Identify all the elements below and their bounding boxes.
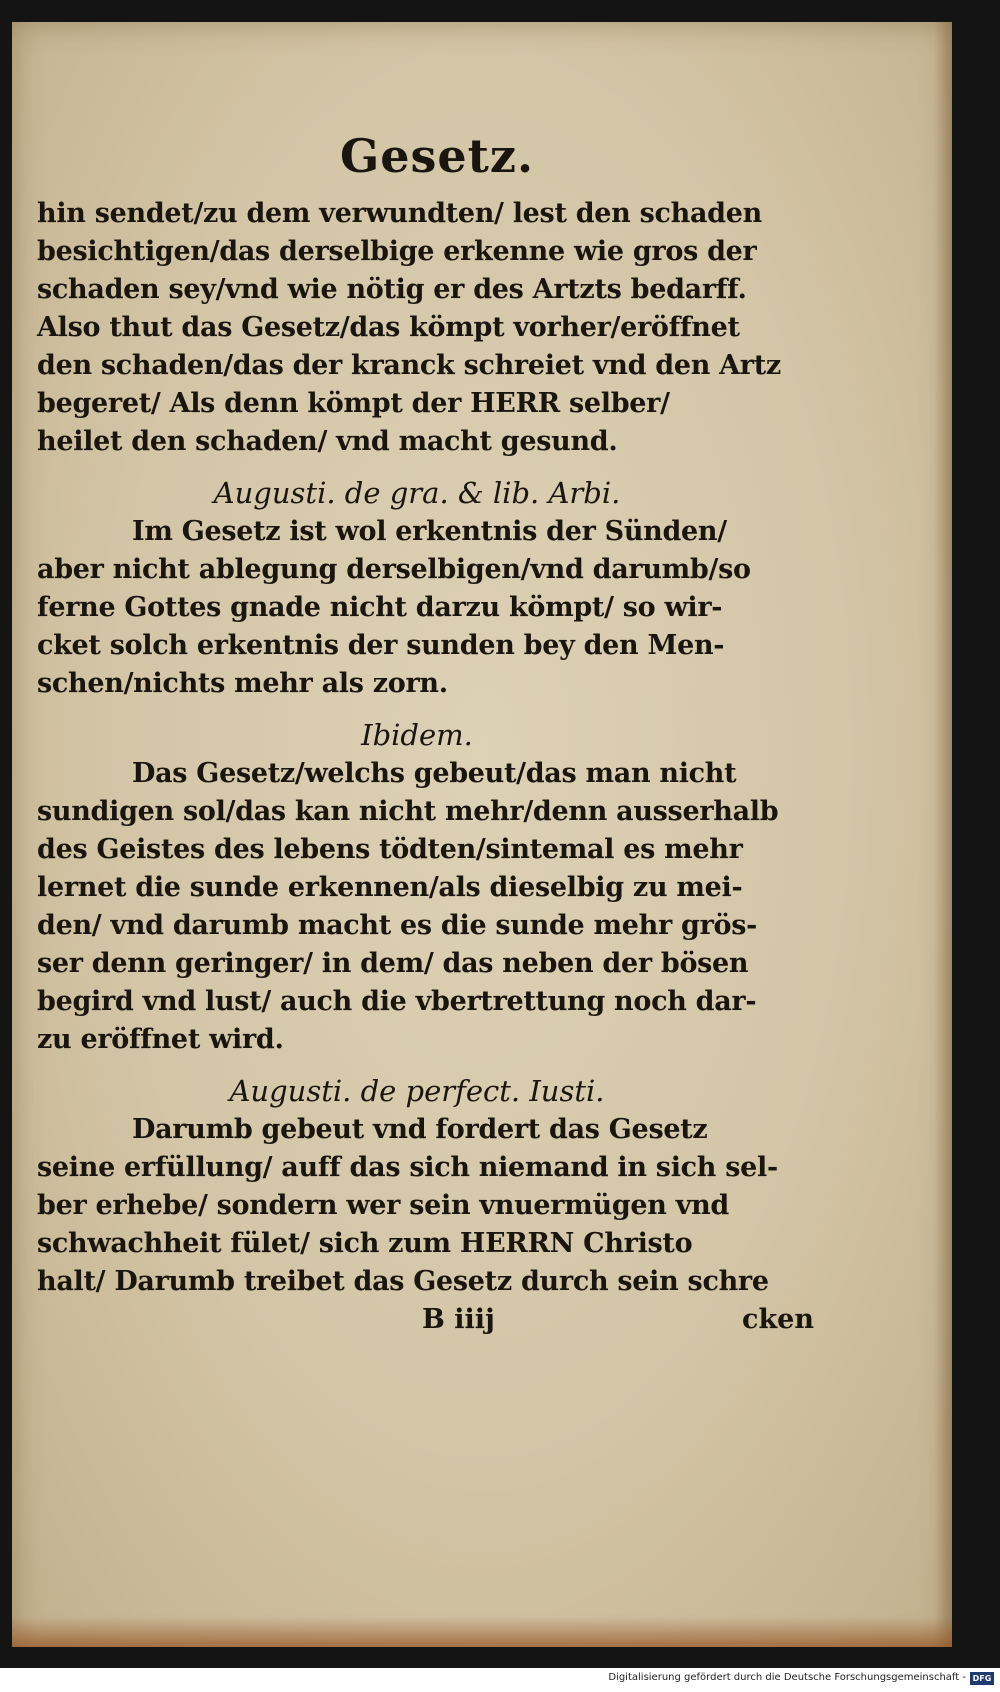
text-line: schen/nichts mehr als zorn. [37,668,448,699]
funding-credit: Digitalisierung gefördert durch die Deutsche Forschungsgemeinschaft - [608,1672,966,1683]
text-line: ser denn geringer/ in dem/ das neben der bösen [37,948,749,979]
text-line: seine erfüllung/ auff das sich niemand in sich sel- [37,1152,778,1183]
catchword: cken [742,1304,814,1335]
page-lines [37,195,797,1301]
page-bottom-edge [12,1617,952,1647]
text-line: schaden sey/vnd wie nötig er des Artzts bedarff. [37,274,747,305]
text-line: halt/ Darumb treibet das Gesetz durch sein schre [37,1266,769,1297]
section-heading: Augusti. de perfect. Iusti. [229,1074,605,1108]
text-line: cket solch erkentnis der sunden bey den Men- [37,630,725,661]
text-line: ferne Gottes gnade nicht darzu kömpt/ so wir- [37,592,723,623]
text-line: Das Gesetz/welchs gebeut/das man nicht [132,758,737,789]
section-heading: Ibidem. [361,718,473,752]
text-line: Im Gesetz ist wol erkentnis der Sünden/ [132,516,727,547]
dfg-logo: DFG [970,1672,994,1685]
text-line: ber erhebe/ sondern wer sein vnuermügen vnd [37,1190,730,1221]
book-page [12,22,952,1647]
text-line: hin sendet/zu dem verwundten/ lest den schaden [37,198,762,229]
text-line: sundigen sol/das kan nicht mehr/denn ausserhalb [37,796,779,827]
text-line: lernet die sunde erkennen/als dieselbig zu mei- [37,872,743,903]
text-line: zu eröffnet wird. [37,1024,284,1055]
text-block [37,117,814,1341]
text-line: den schaden/das der kranck schreiet vnd den Artz [37,350,781,381]
text-line: den/ vnd darumb macht es die sunde mehr grös- [37,910,758,941]
page-edge-shadow [934,22,952,1647]
text-line: begird vnd lust/ auch die vbertrettung noch dar- [37,986,757,1017]
footer [0,1668,1000,1692]
text-line: heilet den schaden/ vnd macht gesund. [37,426,618,457]
signature-line [37,1301,814,1341]
section-heading: Augusti. de gra. & lib. Arbi. [213,476,621,510]
text-line: schwachheit fület/ sich zum HERRN Christo [37,1228,693,1259]
running-head: Gesetz. [339,129,535,183]
text-line: besichtigen/das derselbige erkenne wie gros der [37,236,757,267]
text-line: Darumb gebeut vnd fordert das Gesetz [132,1114,708,1145]
text-line: des Geistes des lebens tödten/sintemal es mehr [37,834,743,865]
text-line: Also thut das Gesetz/das kömpt vorher/eröffnet [37,312,740,343]
signature-mark: B iiij [422,1304,495,1335]
text-line: begeret/ Als denn kömpt der HERR selber/ [37,388,670,419]
text-line: aber nicht ablegung derselbigen/vnd darumb/so [37,554,751,585]
